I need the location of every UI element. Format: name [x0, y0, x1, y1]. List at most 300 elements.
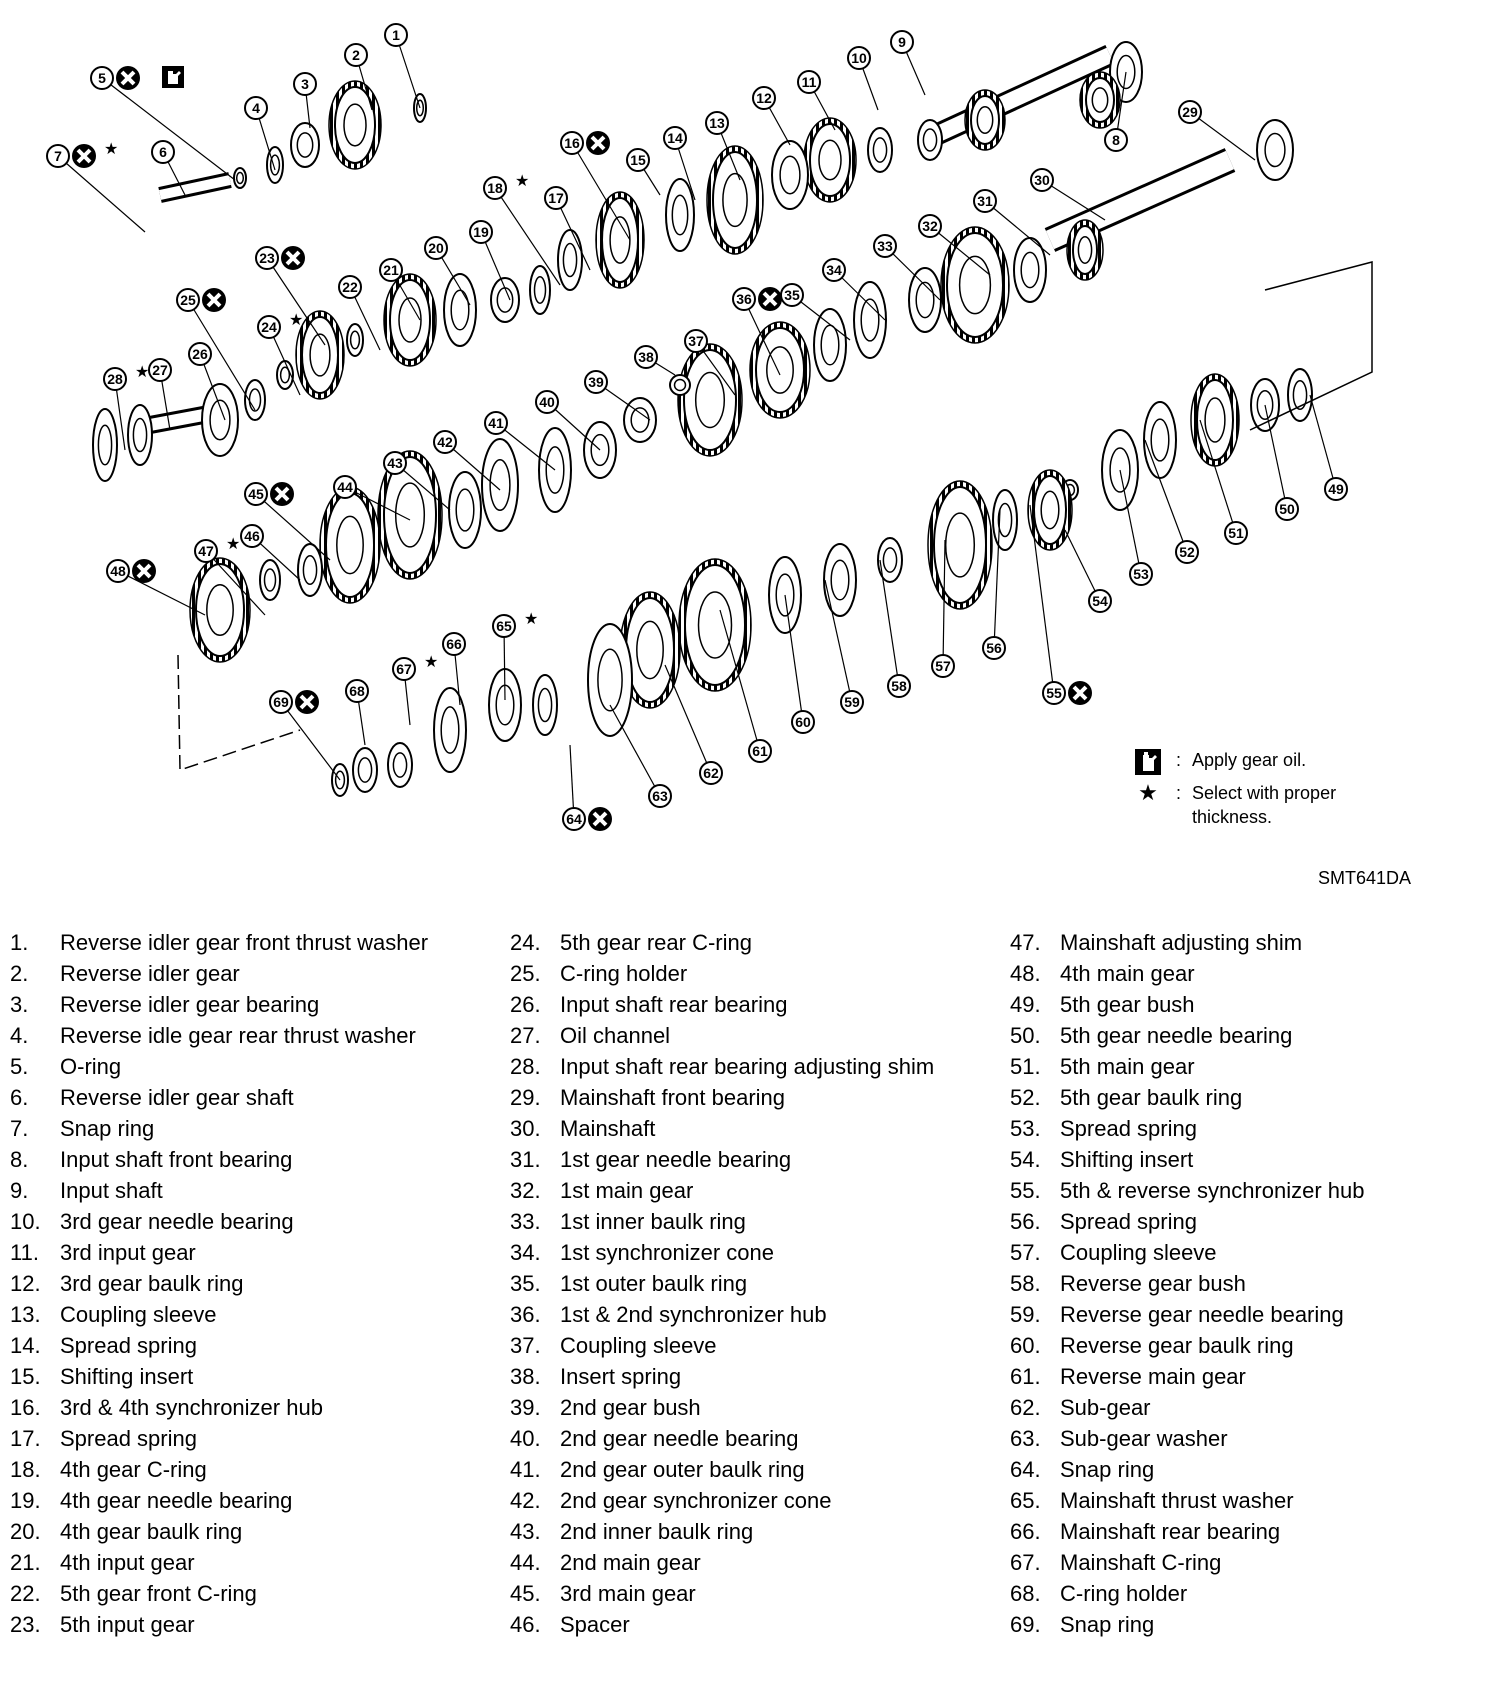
- star-icon: ★: [1138, 780, 1158, 805]
- parts-column-3: [1010, 930, 1490, 1643]
- star-icon: ★: [226, 536, 241, 553]
- part-item: [510, 961, 950, 987]
- replace-icon: [1068, 681, 1092, 705]
- callout-17: [545, 187, 567, 209]
- callout-number: 23: [259, 250, 275, 266]
- callout-51: [1225, 522, 1247, 544]
- parts-artwork: [93, 42, 1372, 796]
- callout-number: 34: [826, 262, 842, 278]
- callout-number: 61: [752, 743, 768, 759]
- callout-number: 11: [801, 74, 817, 90]
- part-number: 32.: [510, 1178, 541, 1203]
- part-number: 68.: [1010, 1581, 1041, 1606]
- part-number: 53.: [1010, 1116, 1041, 1141]
- callout-61: [749, 740, 771, 762]
- part-item: [1010, 1364, 1490, 1390]
- callout-20: [425, 237, 447, 259]
- callout-5: [91, 66, 140, 90]
- callout-number: 64: [566, 811, 582, 827]
- callout-number: 24: [261, 319, 277, 335]
- part-name: 1st synchronizer cone: [560, 1240, 774, 1265]
- callout-number: 1: [392, 27, 400, 43]
- part-number: 67.: [1010, 1550, 1041, 1575]
- part-item: [510, 1333, 950, 1359]
- callout-number: 45: [248, 486, 264, 502]
- part-item: [1010, 1333, 1490, 1359]
- part-name: 5th gear rear C-ring: [560, 930, 752, 955]
- callout-31: [974, 190, 996, 212]
- part-number: 44.: [510, 1550, 541, 1575]
- part-item: [10, 1085, 450, 1111]
- part-item: [10, 1302, 450, 1328]
- callout-number: 10: [851, 50, 867, 66]
- callout-65: [493, 611, 538, 637]
- part-number: 52.: [1010, 1085, 1041, 1110]
- callout-28: [104, 364, 149, 390]
- part-number: 46.: [510, 1612, 541, 1637]
- part-name: Input shaft rear bearing: [560, 992, 788, 1017]
- part-item: [510, 1302, 950, 1328]
- part-number: 62.: [1010, 1395, 1041, 1420]
- callout-1: [385, 24, 407, 46]
- callout-number: 6: [159, 144, 167, 160]
- part-number: 31.: [510, 1147, 541, 1172]
- callout-69: [270, 690, 319, 714]
- part-name: Mainshaft front bearing: [560, 1085, 786, 1110]
- part-item: [10, 1178, 450, 1204]
- part-number: 29.: [510, 1085, 541, 1110]
- part-number: 1.: [10, 930, 29, 955]
- callout-62: [700, 762, 722, 784]
- part-number: 41.: [510, 1457, 541, 1482]
- part-number: 56.: [1010, 1209, 1041, 1234]
- callout-6: [152, 141, 174, 163]
- part-name: 3rd & 4th synchronizer hub: [60, 1395, 323, 1420]
- callout-27: [149, 359, 171, 381]
- callout-number: 56: [986, 640, 1002, 656]
- part-name: 4th main gear: [1060, 961, 1195, 986]
- part-number: 33.: [510, 1209, 541, 1234]
- callout-number: 44: [337, 479, 353, 495]
- part-item: [10, 1395, 450, 1421]
- callout-43: [384, 452, 406, 474]
- part-name: 4th gear baulk ring: [60, 1519, 243, 1544]
- callout-18: [484, 173, 529, 199]
- part-name: Spread spring: [1060, 1209, 1197, 1234]
- callout-14: [664, 127, 686, 149]
- callout-number: 55: [1046, 685, 1062, 701]
- part-name: Spread spring: [1060, 1116, 1197, 1141]
- part-number: 16.: [10, 1395, 41, 1420]
- part-number: 64.: [1010, 1457, 1041, 1482]
- callout-number: 49: [1328, 481, 1344, 497]
- callout-number: 29: [1182, 104, 1198, 120]
- part-name: Snap ring: [1060, 1457, 1155, 1482]
- part-number: 7.: [10, 1116, 29, 1141]
- part-name: 2nd gear needle bearing: [560, 1426, 799, 1451]
- part-number: 15.: [10, 1364, 41, 1389]
- callout-number: 3: [301, 76, 309, 92]
- callout-number: 42: [437, 434, 453, 450]
- callout-2: [345, 44, 367, 66]
- callout-number: 8: [1112, 132, 1120, 148]
- part-number: 30.: [510, 1116, 541, 1141]
- callout-number: 22: [342, 279, 358, 295]
- callout-number: 62: [703, 765, 719, 781]
- part-name: Snap ring: [1060, 1612, 1155, 1637]
- part-name: 1st main gear: [560, 1178, 694, 1203]
- callout-number: 68: [349, 683, 365, 699]
- callout-number: 58: [891, 678, 907, 694]
- part-name: 1st gear needle bearing: [560, 1147, 792, 1172]
- callout-50: [1276, 498, 1298, 520]
- part-name: 1st outer baulk ring: [560, 1271, 748, 1296]
- legend-text: Select with proper thickness.: [1192, 783, 1337, 827]
- callout-number: 33: [877, 238, 893, 254]
- callout-number: 32: [922, 218, 938, 234]
- callout-64: [563, 807, 612, 831]
- part-name: Shifting insert: [1060, 1147, 1194, 1172]
- part-name: Coupling sleeve: [60, 1302, 217, 1327]
- part-name: Input shaft: [60, 1178, 163, 1203]
- part-number: 36.: [510, 1302, 541, 1327]
- legend-item-star: [1120, 781, 1402, 829]
- part-item: [10, 1147, 450, 1173]
- part-number: 38.: [510, 1364, 541, 1389]
- callout-number: 20: [428, 240, 444, 256]
- callout-67: [393, 654, 438, 680]
- part-name: 2nd main gear: [560, 1550, 701, 1575]
- legend-colon: :: [1176, 750, 1182, 770]
- part-number: 69.: [1010, 1612, 1041, 1637]
- part-item: [1010, 1426, 1490, 1452]
- part-item: [10, 930, 450, 956]
- star-icon: ★: [135, 364, 150, 381]
- part-item: [10, 1240, 450, 1266]
- callout-number: 26: [192, 346, 208, 362]
- part-number: 25.: [510, 961, 541, 986]
- replace-icon: [758, 287, 782, 311]
- part-number: 48.: [1010, 961, 1041, 986]
- part-item: [10, 1333, 450, 1359]
- part-name: Spacer: [560, 1612, 630, 1637]
- callout-number: 57: [935, 658, 951, 674]
- figure-code: SMT641DA: [1318, 868, 1412, 888]
- replace-icon: [281, 246, 305, 270]
- part-number: 50.: [1010, 1023, 1041, 1048]
- part-item: [10, 1581, 450, 1607]
- part-number: 37.: [510, 1333, 541, 1358]
- part-name: 5th main gear: [1060, 1054, 1195, 1079]
- callout-number: 54: [1092, 593, 1108, 609]
- star-icon: ★: [424, 654, 439, 671]
- part-item: [1010, 1519, 1490, 1545]
- part-number: 66.: [1010, 1519, 1041, 1544]
- callout-56: [983, 637, 1005, 659]
- part-item: [1010, 1395, 1490, 1421]
- callout-number: 14: [667, 130, 683, 146]
- part-name: 2nd gear bush: [560, 1395, 701, 1420]
- callout-35: [781, 284, 803, 306]
- callout-44: [334, 476, 356, 498]
- replace-icon: [586, 131, 610, 155]
- part-number: 17.: [10, 1426, 41, 1451]
- part-item: [1010, 1209, 1490, 1235]
- legend-colon: :: [1176, 783, 1182, 803]
- part-name: Mainshaft thrust washer: [1060, 1488, 1294, 1513]
- part-number: 39.: [510, 1395, 541, 1420]
- part-number: 12.: [10, 1271, 41, 1296]
- part-number: 23.: [10, 1612, 41, 1637]
- part-number: 43.: [510, 1519, 541, 1544]
- part-name: 3rd input gear: [60, 1240, 196, 1265]
- callout-59: [841, 691, 863, 713]
- part-number: 58.: [1010, 1271, 1041, 1296]
- callout-number: 36: [736, 291, 752, 307]
- part-item: [10, 1364, 450, 1390]
- callout-number: 41: [488, 415, 504, 431]
- part-number: 27.: [510, 1023, 541, 1048]
- callout-40: [536, 391, 558, 413]
- callout-number: 16: [564, 135, 580, 151]
- callout-41: [485, 412, 507, 434]
- callout-number: 21: [383, 262, 399, 278]
- part-item: [510, 1364, 950, 1390]
- part-name: 1st inner baulk ring: [560, 1209, 746, 1234]
- part-item: [510, 1426, 950, 1452]
- callout-10: [848, 47, 870, 69]
- replace-icon: [132, 559, 156, 583]
- part-name: Coupling sleeve: [1060, 1240, 1217, 1265]
- part-number: 40.: [510, 1426, 541, 1451]
- part-name: Input shaft rear bearing adjusting shim: [560, 1054, 935, 1079]
- part-item: [1010, 930, 1490, 956]
- part-name: 4th input gear: [60, 1550, 195, 1575]
- callout-38: [635, 346, 657, 368]
- part-number: 22.: [10, 1581, 41, 1606]
- part-item: [1010, 992, 1490, 1018]
- part-item: [1010, 1488, 1490, 1514]
- part-name: Mainshaft rear bearing: [1060, 1519, 1281, 1544]
- part-name: 4th gear C-ring: [60, 1457, 207, 1482]
- star-icon: ★: [515, 173, 530, 190]
- callout-63: [649, 785, 671, 807]
- callout-30: [1031, 169, 1053, 191]
- part-item: [510, 1395, 950, 1421]
- part-name: C-ring holder: [1060, 1581, 1188, 1606]
- callout-53: [1130, 563, 1152, 585]
- callout-33: [874, 235, 896, 257]
- callout-52: [1176, 541, 1198, 563]
- callout-number: 37: [688, 333, 704, 349]
- part-name: Mainshaft C-ring: [1060, 1550, 1222, 1575]
- part-item: [510, 930, 950, 956]
- callout-number: 39: [588, 374, 604, 390]
- part-name: 2nd gear synchronizer cone: [560, 1488, 832, 1513]
- callout-55: [1043, 681, 1092, 705]
- part-item: [10, 992, 450, 1018]
- part-item: [10, 961, 450, 987]
- part-name: Shifting insert: [60, 1364, 194, 1389]
- callout-12: [753, 87, 775, 109]
- callout-68: [346, 680, 368, 702]
- part-number: 57.: [1010, 1240, 1041, 1265]
- part-name: 5th gear bush: [1060, 992, 1195, 1017]
- part-item: [510, 1085, 950, 1111]
- part-name: 5th gear needle bearing: [1060, 1023, 1293, 1048]
- part-number: 3.: [10, 992, 29, 1017]
- callout-number: 35: [784, 287, 800, 303]
- part-name: Reverse gear bush: [1060, 1271, 1246, 1296]
- oil-can-icon: [162, 66, 184, 88]
- part-name: Reverse main gear: [1060, 1364, 1246, 1389]
- legend: [1120, 748, 1402, 835]
- part-number: 55.: [1010, 1178, 1041, 1203]
- part-number: 5.: [10, 1054, 29, 1079]
- callout-9: [891, 31, 913, 53]
- part-number: 8.: [10, 1147, 29, 1172]
- callout-4: [245, 97, 267, 119]
- callout-number: 31: [977, 193, 993, 209]
- part-number: 13.: [10, 1302, 41, 1327]
- callout-66: [443, 633, 465, 655]
- part-name: Reverse idler gear shaft: [60, 1085, 294, 1110]
- part-item: [1010, 1612, 1490, 1638]
- callout-number: 27: [152, 362, 168, 378]
- callout-48: [107, 559, 156, 583]
- part-item: [1010, 1271, 1490, 1297]
- callout-23: [256, 246, 305, 270]
- part-number: 2.: [10, 961, 29, 986]
- part-item: [1010, 1302, 1490, 1328]
- parts-column-1: [10, 930, 450, 1643]
- part-name: Reverse idle gear rear thrust washer: [60, 1023, 416, 1048]
- callout-60: [792, 711, 814, 733]
- callout-11: [798, 71, 820, 93]
- part-name: 3rd gear baulk ring: [60, 1271, 244, 1296]
- callout-number: 19: [473, 224, 489, 240]
- part-name: 4th gear needle bearing: [60, 1488, 293, 1513]
- callout-37: [685, 330, 707, 352]
- replace-icon: [295, 690, 319, 714]
- callout-3: [294, 73, 316, 95]
- part-name: 5th gear front C-ring: [60, 1581, 257, 1606]
- part-name: Reverse idler gear bearing: [60, 992, 320, 1017]
- callout-36: [733, 287, 782, 311]
- part-number: 60.: [1010, 1333, 1041, 1358]
- callout-16: [561, 131, 610, 155]
- callout-39: [585, 371, 607, 393]
- callout-number: 60: [795, 714, 811, 730]
- part-item: [1010, 961, 1490, 987]
- part-name: Mainshaft: [560, 1116, 656, 1141]
- callout-29: [1179, 101, 1201, 123]
- replace-icon: [270, 482, 294, 506]
- callout-number: 30: [1034, 172, 1050, 188]
- callout-32: [919, 215, 941, 237]
- part-name: Spread spring: [60, 1426, 197, 1451]
- part-number: 18.: [10, 1457, 41, 1482]
- legend-item-oil: [1120, 748, 1402, 775]
- callout-number: 17: [548, 190, 564, 206]
- part-item: [510, 1116, 950, 1142]
- callout-24: [258, 312, 303, 338]
- callout-8: [1105, 129, 1127, 151]
- part-name: Oil channel: [560, 1023, 671, 1048]
- callout-19: [470, 221, 492, 243]
- callout-number: 2: [352, 47, 360, 63]
- part-item: [10, 1054, 450, 1080]
- part-name: O-ring: [60, 1054, 122, 1079]
- part-number: 21.: [10, 1550, 41, 1575]
- part-number: 54.: [1010, 1147, 1041, 1172]
- part-name: 3rd gear needle bearing: [60, 1209, 294, 1234]
- part-number: 63.: [1010, 1426, 1041, 1451]
- part-item: [1010, 1178, 1490, 1204]
- part-item: [10, 1550, 450, 1576]
- replace-icon: [202, 288, 226, 312]
- part-number: 14.: [10, 1333, 41, 1358]
- part-number: 59.: [1010, 1302, 1041, 1327]
- callout-number: 59: [844, 694, 860, 710]
- star-icon: ★: [104, 141, 119, 158]
- part-name: Reverse gear needle bearing: [1060, 1302, 1344, 1327]
- callout-22: [339, 276, 361, 298]
- part-item: [1010, 1240, 1490, 1266]
- part-item: [10, 1457, 450, 1483]
- part-item: [10, 1612, 450, 1638]
- parts-column-2: [510, 930, 950, 1643]
- callout-number: 65: [496, 618, 512, 634]
- callout-number: 52: [1179, 544, 1195, 560]
- callout-number: 51: [1228, 525, 1244, 541]
- callout-34: [823, 259, 845, 281]
- part-item: [510, 1550, 950, 1576]
- callout-number: 43: [387, 455, 403, 471]
- part-item: [510, 1054, 950, 1080]
- part-name: Reverse idler gear: [60, 961, 240, 986]
- part-item: [10, 1116, 450, 1142]
- part-item: [1010, 1147, 1490, 1173]
- callout-number: 13: [709, 115, 725, 131]
- callout-number: 15: [630, 152, 646, 168]
- callout-15: [627, 149, 649, 171]
- part-name: 5th input gear: [60, 1612, 195, 1637]
- part-number: 24.: [510, 930, 541, 955]
- callout-number: 28: [107, 371, 123, 387]
- callout-57: [932, 655, 954, 677]
- callout-number: 4: [252, 100, 260, 116]
- part-number: 49.: [1010, 992, 1041, 1017]
- callout-21: [380, 259, 402, 281]
- callout-number: 18: [487, 180, 503, 196]
- part-item: [510, 1488, 950, 1514]
- part-name: Mainshaft adjusting shim: [1060, 930, 1303, 955]
- callout-25: [177, 288, 226, 312]
- part-item: [1010, 1550, 1490, 1576]
- part-number: 47.: [1010, 930, 1041, 955]
- part-item: [510, 1023, 950, 1049]
- callout-42: [434, 431, 456, 453]
- part-name: C-ring holder: [560, 961, 688, 986]
- part-item: [10, 1426, 450, 1452]
- part-number: 42.: [510, 1488, 541, 1513]
- callout-number: 50: [1279, 501, 1295, 517]
- callout-number: 12: [756, 90, 772, 106]
- callout-number: 46: [244, 528, 260, 544]
- part-number: 51.: [1010, 1054, 1041, 1079]
- part-number: 45.: [510, 1581, 541, 1606]
